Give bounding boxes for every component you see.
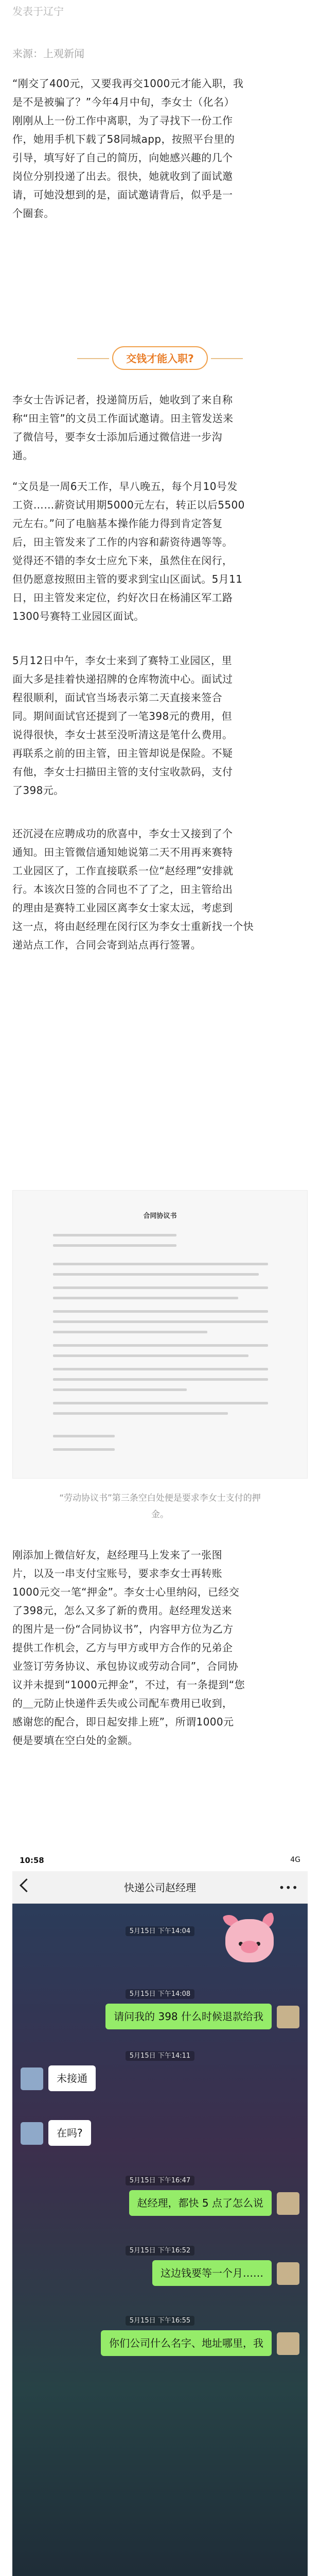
contract-signature-line	[53, 1448, 115, 1451]
contract-text-line	[53, 1344, 268, 1347]
text-line: 议并未提到“1000元押金”，不过，有一条提到“您	[12, 1679, 245, 1691]
my-avatar[interactable]	[277, 2006, 299, 2028]
my-avatar[interactable]	[277, 2332, 299, 2355]
text-line: 说得很快，李女士甚至没听清这是笔什么费用。	[12, 728, 233, 741]
text-line: 同。期间面试官还提到了一笔398元的费用，但	[12, 710, 232, 722]
chat-title: 快递公司赵经理	[124, 1882, 196, 1894]
text-line: 感谢您的配合，即日起安排上班”，所谓1000元	[12, 1716, 234, 1728]
text-line: 的＿元防止快递件丢失或公司配车费用已收到，	[12, 1697, 233, 1709]
text-line: 有他，李女士扫描田主管的支付宝收款码，支付	[12, 766, 233, 778]
message-bubble-outgoing[interactable]: 赵经理，都快 5 点了怎么说	[129, 2190, 272, 2216]
message-time	[12, 2245, 308, 2255]
text-line: 面大多是挂着快递招牌的仓库物流中心。面试过	[12, 673, 233, 685]
text-line: 的理由是赛特工业园区离李女士家太远，考虑到	[12, 902, 233, 914]
message-time-label: 5月15日 下午14:11	[126, 2051, 194, 2061]
paragraph-3	[12, 477, 308, 625]
text-line: 请，可她没想到的是，面试邀请背后，似乎是一	[12, 189, 233, 201]
contract-signature-line	[53, 1435, 115, 1437]
contract-text-line	[53, 1286, 268, 1289]
contact-avatar[interactable]	[21, 2122, 43, 2145]
message-bubble-incoming[interactable]: 在吗?	[48, 2120, 91, 2146]
image-caption	[12, 1490, 308, 1523]
text-line: 日，田主管发来定位，约好次日在杨浦区军工路	[12, 591, 233, 604]
contact-avatar[interactable]	[21, 2067, 43, 2090]
message-time	[12, 2175, 308, 2184]
text-line: 1000元交一笔“押金”。李女士心里纳闷，已经交	[12, 1586, 240, 1598]
contract-text-line	[53, 1263, 268, 1265]
text-line: “刚交了400元，又要我再交1000元才能入职，我	[12, 77, 244, 90]
message-bubble-outgoing[interactable]: 你们公司什么名字、地址哪里，我	[101, 2330, 272, 2356]
text-line: 便是要填在空白处的金额。	[12, 1734, 138, 1747]
paragraph-4	[12, 651, 308, 800]
chat-screenshot	[12, 1851, 308, 2576]
paragraph-6	[12, 1546, 308, 1750]
text-line: 作，她用手机下载了58同城app，按照平台里的	[12, 133, 235, 145]
text-line: “文员是一周6天工作，早八晚五，每个月10号发	[12, 480, 238, 493]
contract-text-line	[53, 1412, 228, 1415]
text-line: 后，田主管发来了工作的内容和薪资待遇等等。	[12, 536, 233, 548]
text-line: 了398元。	[12, 784, 64, 796]
text-line: 岗位分别投递了出去。很快，她就收到了面试邀	[12, 170, 233, 182]
text-line: 程很顺利，面试官当场表示第二天直接来签合	[12, 691, 222, 704]
contract-text-line	[53, 1297, 238, 1299]
text-line: 引导，填写好了自己的简历，向她感兴趣的几个	[12, 151, 233, 164]
text-line: 元左右。”问了电脑基本操作能力得到肯定答复	[12, 517, 223, 530]
message-bubble-outgoing[interactable]: 这边钱要等一个月……	[152, 2260, 272, 2286]
contract-text-line	[53, 1331, 207, 1333]
pig-sticker	[218, 1911, 281, 1969]
contract-title: 合同协议书	[143, 1212, 177, 1220]
text-line: 了微信号，要李女士添加后通过微信进一步沟	[12, 431, 222, 443]
heading-rule-left	[77, 358, 109, 359]
section-heading	[0, 346, 320, 371]
message-time	[12, 2050, 308, 2060]
contract-text-line	[53, 1368, 268, 1370]
signal-indicator: 4G	[290, 1856, 300, 1864]
text-line: 递站点工作，合同会寄到站点再行签署。	[12, 939, 202, 951]
contract-text-line	[53, 1234, 176, 1236]
section-heading-label: 交钱才能入职?	[112, 346, 208, 370]
text-line: 工业园区了，工作直接联系一位“赵经理”安排就	[12, 865, 234, 877]
paragraph-2	[12, 391, 308, 465]
pig-nose	[241, 1941, 258, 1953]
my-avatar[interactable]	[277, 2192, 299, 2215]
text-line: 工资……薪资试用期5000元左右，转正以后5500	[12, 499, 245, 511]
text-line: 业签订劳务协议、承包协议或劳动合同”，合同协	[12, 1660, 239, 1672]
text-line: 行。本该次日签的合同也不了了之，田主管给出	[12, 883, 233, 895]
message-time	[12, 1988, 308, 1998]
article-source: 来源：上观新闻	[12, 47, 84, 60]
text-line: 称“田主管”的文员工作面试邀请。田主管发送来	[12, 412, 234, 425]
contract-text-line	[53, 1244, 176, 1247]
paragraph-5	[12, 824, 308, 954]
message-time-label: 5月15日 下午14:04	[126, 1926, 194, 1936]
chat-messages	[12, 1904, 308, 2576]
text-line: 刚添加上微信好友，赵经理马上发来了一张图	[12, 1549, 222, 1561]
text-line: 觉得还不错的李女士应允下来，虽然住在闵行，	[12, 554, 233, 567]
caption-line: “劳动协议书”第三条空白处便是要求李女士支付的押	[59, 1493, 261, 1503]
text-line: 个圈套。	[12, 207, 55, 219]
text-line: 片，以及一串支付宝账号，要求李女士再转账	[12, 1567, 222, 1580]
text-line: 通。	[12, 449, 33, 462]
text-line: 了398元，怎么又多了新的费用。赵经理发送来	[12, 1604, 232, 1617]
contract-text-line	[53, 1388, 187, 1391]
status-time: 10:58	[20, 1856, 44, 1865]
contract-text-line	[53, 1378, 268, 1381]
text-line: 的图片是一份“合同协议书”，内容甲方位为乙方	[12, 1623, 234, 1635]
message-bubble-incoming[interactable]: 未接通	[48, 2065, 96, 2091]
caption-line: 金。	[151, 1510, 169, 1520]
contract-image	[12, 1190, 308, 1479]
heading-rule-right	[211, 358, 243, 359]
message-time-label: 5月15日 下午14:08	[126, 1989, 194, 1999]
publish-location: 发表于辽宁	[12, 5, 64, 18]
more-options-icon[interactable]: •••	[278, 1882, 298, 1894]
contract-text-line	[53, 1320, 268, 1323]
message-time	[12, 2315, 308, 2325]
message-bubble-outgoing[interactable]: 请问我的 398 什么时候退款给我	[105, 2004, 272, 2029]
text-line: 1300号赛特工业园区面试。	[12, 610, 145, 622]
text-line: 这一点，将由赵经理在闵行区为李女士重新找一个快	[12, 920, 254, 933]
contract-text-line	[53, 1310, 268, 1313]
message-time	[12, 1925, 308, 1935]
contract-text-line	[53, 1273, 259, 1276]
text-line: 通知。田主管微信通知她说第二天不用再来赛特	[12, 846, 233, 858]
text-line: 刚刚从上一份工作中离职，为了寻找下一份工作	[12, 114, 233, 127]
text-line: 再联系之前的田主管，田主管却说是保险。不疑	[12, 747, 233, 759]
text-line: 但仍愿意按照田主管的要求到宝山区面试。5月11	[12, 573, 243, 585]
paragraph-1	[12, 74, 308, 223]
text-line: 李女士告诉记者，投递简历后，她收到了来自称	[12, 394, 233, 406]
text-line: 还沉浸在应聘成功的欣喜中，李女士又接到了个	[12, 827, 233, 840]
message-time-label: 5月15日 下午16:47	[126, 2176, 194, 2185]
contract-text-line	[53, 1354, 248, 1357]
message-time-label: 5月15日 下午16:52	[126, 2246, 194, 2256]
contract-text-line	[53, 1402, 268, 1404]
my-avatar[interactable]	[277, 2262, 299, 2285]
chat-header	[12, 1871, 308, 1904]
text-line: 5月12日中午，李女士来到了赛特工业园区，里	[12, 654, 232, 667]
text-line: 是不是被骗了？”今年4月中旬，李女士（化名）	[12, 96, 235, 108]
text-line: 提供工作机会，乙方与甲方或甲方合作的兄弟企	[12, 1641, 233, 1654]
status-bar	[12, 1851, 308, 1871]
message-time-label: 5月15日 下午16:55	[126, 2316, 194, 2326]
